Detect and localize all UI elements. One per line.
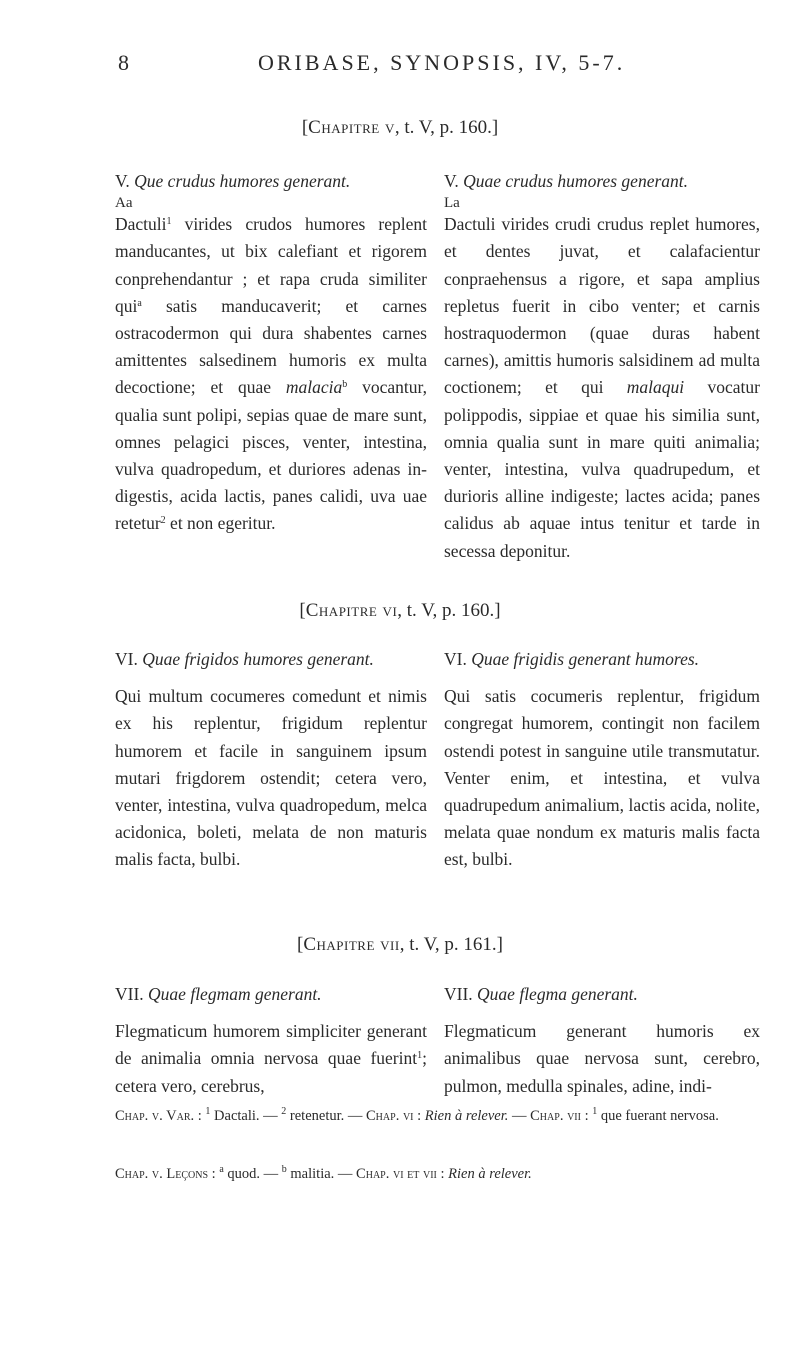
heading-title: Quae flegma generant. bbox=[477, 984, 638, 1004]
manuscript-siglum: Aa bbox=[115, 195, 133, 212]
footnote-marker: 1 bbox=[205, 1106, 211, 1117]
footnote-marker: a bbox=[219, 1164, 224, 1175]
italic-term: malaqui bbox=[626, 377, 685, 398]
heading-number: VII. bbox=[115, 984, 144, 1004]
apparatus-lecons: Chap. v. Leçons : $^a$ quod. — $^b$ malitia. — Chap. vi et vii : Rien à relever. bbox=[115, 1164, 532, 1182]
chapter-vi-right-column bbox=[444, 646, 760, 874]
chapter-heading bbox=[115, 981, 427, 1008]
manuscript-siglum: La bbox=[444, 195, 460, 212]
bracket: [ bbox=[301, 117, 309, 138]
chapter-body: Dactuli virides crudi crudus replet humores, et dentes juvat, et calafacientur conpraehensus a rigore, et sapa amplius repletus fuerit in cibo venter; et carnis hostraquodermon (quae duras habent carnes), amittis humoris salsidinem ad multa coctionem; et qui malaqui vocatur polippodis, sippiae et quae his similia sunt, omnia qualia sunt in mare quiti animalia; venter, intestina, vulva quadrupedum, et durioris alline indigeste; lactes acida; panes calidus ab aquae intus tenitur et tarde in secessa deponitur. bbox=[444, 214, 760, 561]
chapter-body: Qui multum cocumeres comedunt et nimis ex his replentur, frigidum replentur humorem et facile in sanguinem ipsum mutari frigdorem ostendit; cetera vero, venter, intestina, vulva quadropedum, melca acidonica, boleti, melata de non maturis malis facta, bulbi. bbox=[115, 686, 427, 870]
heading-title: Quae frigidos humores generant. bbox=[142, 649, 374, 669]
chapter-heading bbox=[444, 646, 760, 673]
chapter-label: Chapitre vi bbox=[305, 600, 398, 621]
bracket: [ bbox=[299, 600, 306, 621]
heading-number: V. bbox=[444, 171, 459, 191]
apparatus-label: Chap. vi bbox=[366, 1108, 414, 1124]
footnote-marker: b bbox=[342, 379, 348, 391]
chapter-label: Chapitre v bbox=[308, 117, 395, 138]
italic-term: Rien à relever. bbox=[448, 1166, 532, 1182]
chapter-body: Flegmaticum generant humoris ex animalibus quae nervosa sunt, cerebro, pulmon, medulla spinales, adine, indi- bbox=[444, 1021, 760, 1096]
heading-title: Que crudus humores generant. bbox=[134, 171, 351, 191]
footnote-marker: 1 bbox=[166, 216, 172, 228]
chapter-heading bbox=[115, 646, 427, 673]
apparatus-label: Chap. vii bbox=[530, 1108, 581, 1124]
chapter-vi-left-column bbox=[115, 646, 427, 874]
chapter-ref-v bbox=[0, 117, 800, 139]
heading-number: VI. bbox=[115, 649, 138, 669]
chapter-v-right-column bbox=[444, 168, 760, 565]
running-title: ORIBASE, SYNOPSIS, IV, 5-7. bbox=[258, 50, 626, 75]
chapter-v-left-column bbox=[115, 168, 427, 538]
footnote-marker: 1 bbox=[417, 1050, 423, 1062]
chapter-label: Chapitre vii bbox=[303, 934, 400, 955]
heading-number: V. bbox=[115, 171, 130, 191]
chapter-heading bbox=[444, 168, 760, 195]
chapter-body: Flegmaticum humorem simpliciter generant de animalia omnia nervosa quae fuerint$^1$; cetera vero, cerebrus, bbox=[115, 1021, 427, 1096]
chapter-source: , t. V, p. 160.] bbox=[397, 600, 501, 621]
footnote-marker: b bbox=[281, 1164, 287, 1175]
chapter-source: , t. V, p. 160.] bbox=[394, 117, 499, 138]
heading-number: VI. bbox=[444, 649, 467, 669]
footnote-marker: 2 bbox=[281, 1106, 287, 1117]
apparatus-label: Chap. v. Var. bbox=[115, 1108, 195, 1124]
chapter-heading bbox=[115, 168, 427, 195]
apparatus-label: Chap. vi et vii bbox=[356, 1166, 437, 1182]
apparatus-label: Chap. v. Leçons bbox=[115, 1166, 209, 1182]
footnote-marker: a bbox=[137, 297, 142, 309]
chapter-vii-right-column bbox=[444, 981, 760, 1100]
page-number: 8 bbox=[118, 50, 130, 75]
footnote-marker: 2 bbox=[160, 515, 166, 527]
chapter-body: Dactuli$^1$ virides crudos humores replent manducantes, ut bix calefiant et rigorem conprehendantur ; et rapa cruda similiter qui$^a$ satis manducaverit; et carnes ostracodermon qui dura shabentes carnes amittentes salsedinem humoris ex multa decoctione; et quae malacia$^b$ vocantur, qualia sunt polipi, sepias quae de mare sunt, omnes pelagici pisces, venter, intestina, vulva quadropedum, et duriores adenas indigestis, acida lactis, panes calidi, uva uae retetur$^2$ et non egeritur. bbox=[115, 214, 427, 534]
chapter-vii-left-column bbox=[115, 981, 427, 1100]
footnote-marker: 1 bbox=[592, 1106, 598, 1117]
apparatus-variants: Chap. v. Var. : $^1$ Dactali. — $^2$ retenetur. — Chap. vi : Rien à relever. — Chap. vii : $^1$ que fuerant nervosa. bbox=[115, 1106, 719, 1124]
heading-number: VII. bbox=[444, 984, 473, 1004]
bracket: [ bbox=[297, 934, 304, 955]
heading-title: Quae crudus humores generant. bbox=[463, 171, 689, 191]
chapter-ref-vi bbox=[0, 600, 800, 622]
chapter-source: , t. V, p. 161.] bbox=[399, 934, 503, 955]
italic-term: Rien à relever. bbox=[424, 1108, 509, 1124]
heading-title: Quae flegmam generant. bbox=[148, 984, 322, 1004]
chapter-heading bbox=[444, 981, 760, 1008]
running-head bbox=[0, 50, 800, 80]
heading-title: Quae frigidis generant humores. bbox=[471, 649, 700, 669]
italic-term: malacia bbox=[285, 377, 343, 398]
chapter-body: Qui satis cocumeris replentur, frigidum congregat humorem, contingit non facilem ostendi potest in sanguine utile transmutatur. Venter enim, et intestina, et vulva quadrupedum animalium, lactis acida, nolite, melata quae nondum ex maturis malis facta est, bulbi. bbox=[444, 686, 760, 870]
chapter-ref-vii bbox=[0, 934, 800, 956]
